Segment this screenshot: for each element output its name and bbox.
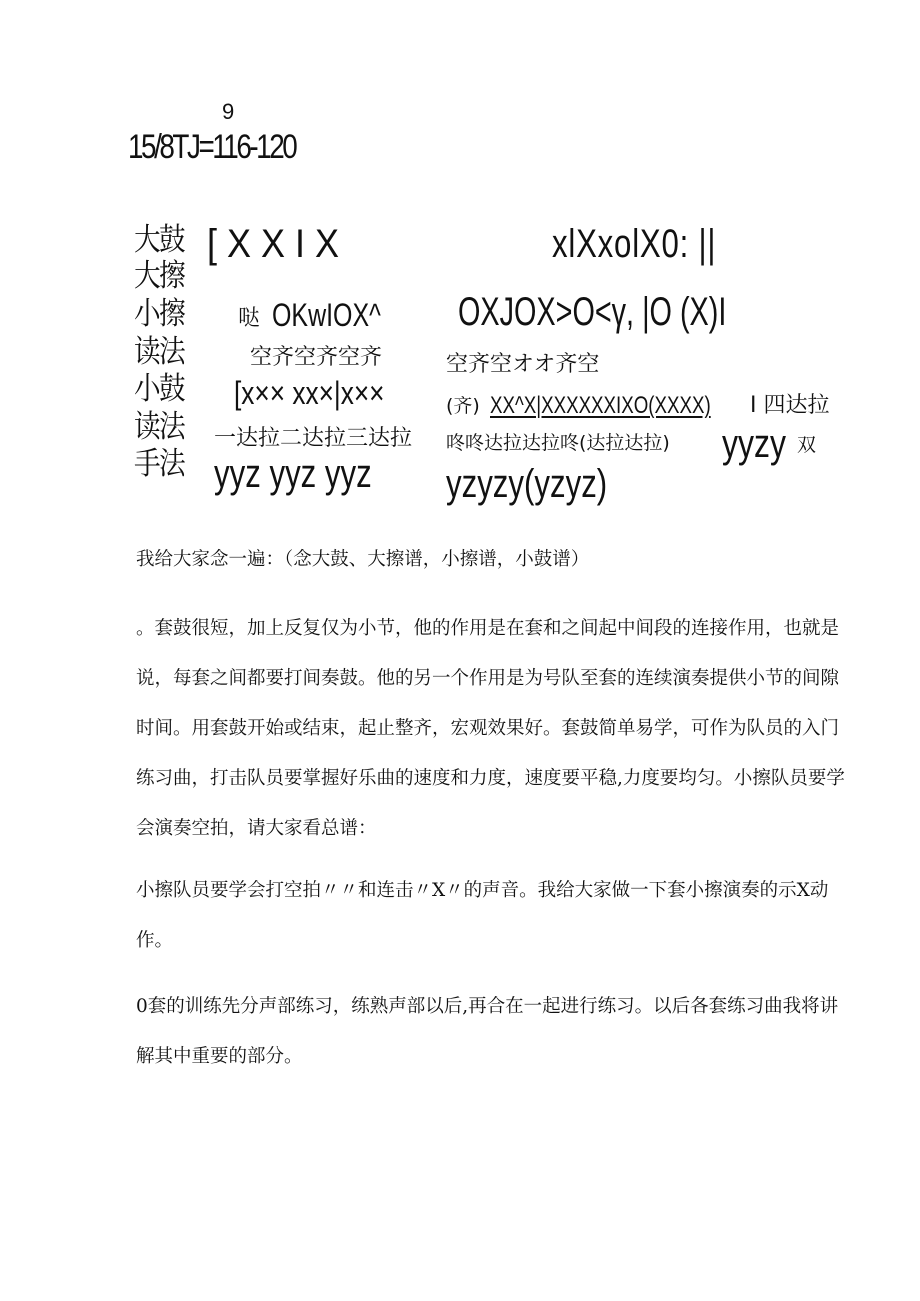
score-snare-left: [x×× xx×|x×× bbox=[234, 375, 385, 411]
score-row1-left: [ X X I X bbox=[207, 222, 340, 266]
score-reading1-right: 空齐空オオ齐空 bbox=[446, 352, 600, 377]
score-reading2-left: 一达拉二达拉三达拉 bbox=[214, 426, 413, 451]
row-label-reading-1: 读法 bbox=[134, 334, 184, 370]
score-row3-prefix: 哒 bbox=[238, 306, 261, 331]
row-label-hand-technique: 手法 bbox=[134, 446, 184, 482]
score-snare-right-suffix: I 四达拉 bbox=[750, 393, 830, 418]
score-reading2-suffix: 双 bbox=[797, 434, 817, 456]
paragraph-small-cymbal: 小擦队员要学会打空拍〃〃和连击〃X〃的声音。我给大家做一下套小擦演奏的示X动作。 bbox=[136, 880, 829, 951]
score-snare-right-notes: XX^X|XXXXXXIXO(XXXX) bbox=[490, 392, 711, 419]
score-hand-left: yyz yyz yyz bbox=[214, 452, 372, 496]
tempo-superscript: 9 bbox=[222, 99, 235, 124]
score-row1-right: xlXxolX0: || bbox=[552, 222, 717, 266]
row-label-small-cymbal: 小擦 bbox=[134, 296, 184, 332]
score-row3-right: OXJOX>O<γ, |O (X)I bbox=[458, 290, 727, 334]
tempo-marking: 15/8TJ=116-120 bbox=[128, 128, 296, 166]
score-reading1-left: 空齐空齐空齐 bbox=[250, 345, 383, 370]
row-label-big-cymbal: 大擦 bbox=[134, 258, 184, 294]
row-label-reading-2: 读法 bbox=[134, 409, 184, 445]
row-label-bass-drum: 大鼓 bbox=[134, 222, 184, 258]
paragraph-intro: 我给大家念一遍：（念大鼓、大擦谱，小擦谱，小鼓谱） bbox=[136, 549, 590, 570]
score-reading2-right: 咚咚达拉达拉咚(达拉达拉) bbox=[446, 432, 670, 454]
score-snare-right-prefix: (齐) bbox=[446, 395, 480, 417]
row-label-snare-drum: 小鼓 bbox=[134, 371, 184, 407]
score-row3-left: OKwIOX^ bbox=[272, 297, 381, 333]
paragraph-training: 0套的训练先分声部练习，练熟声部以后,再合在一起进行练习。以后各套练习曲我将讲解其中重要的部分。 bbox=[136, 996, 839, 1067]
paragraph-set-drum: 。套鼓很短，加上反复仅为小节，他的作用是在套和之间起中间段的连接作用，也就是说，每套之间都要打间奏鼓。他的另一个作用是为号队至套的连续演奏提供小节的间隙时间。用套鼓开始或结束，起止整齐，宏观效果好。套鼓简单易学，可作为队员的入门练习曲，打击队员要掌握好乐曲的速度和力度，速度要平稳,力度要均匀。小擦队员要学会演奏空拍，请大家看总谱： bbox=[136, 618, 845, 839]
score-hand-right: yzyzy(yzyz) bbox=[446, 462, 608, 506]
score-reading2-yz: yyzy bbox=[722, 422, 786, 466]
